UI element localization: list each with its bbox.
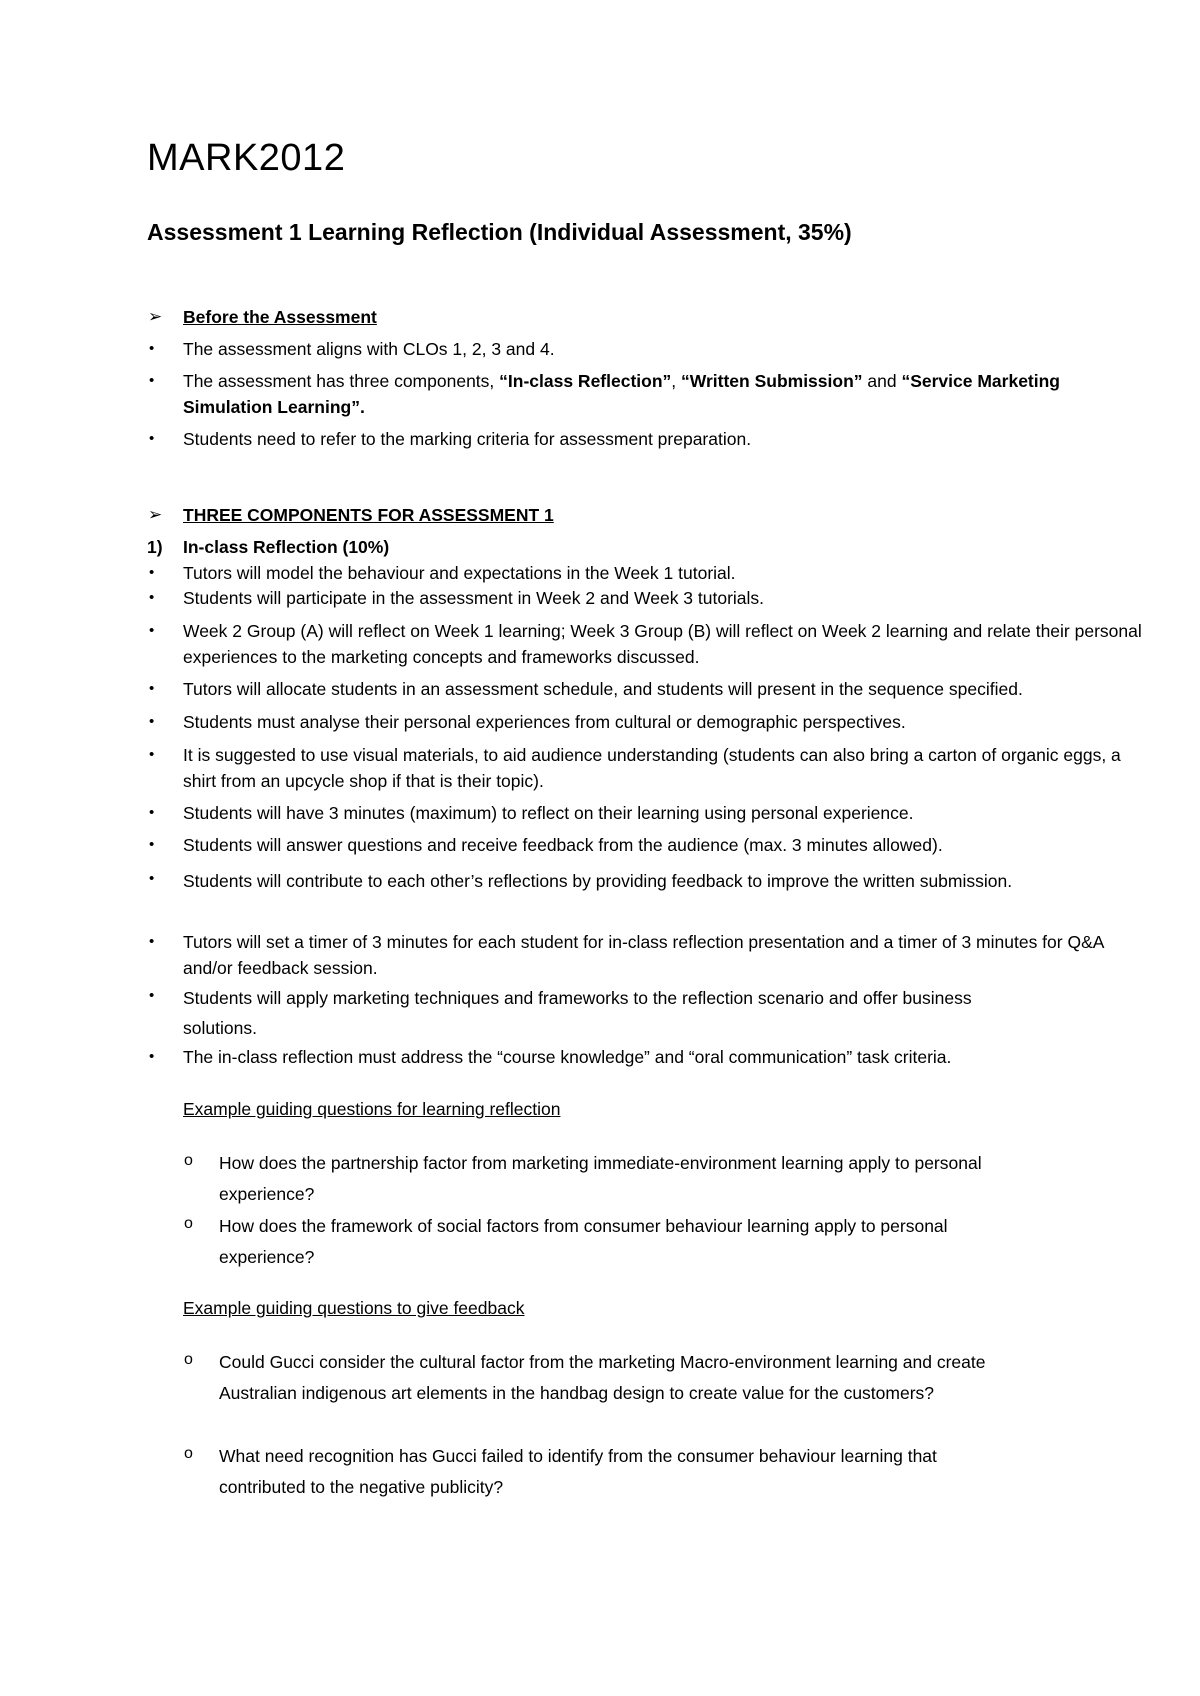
feedback-questions-heading: Example guiding questions to give feedback [183,1298,525,1318]
separator-comma: , [671,371,682,391]
bullet-icon: • [149,589,155,606]
component-in-class-reflection: “In-class Reflection” [499,371,672,391]
bullet-icon: • [149,836,155,853]
component-simulation-learning: “Service Marketing Simulation Learning” [183,371,1060,417]
bullet-icon: • [149,870,155,887]
bullet-icon: • [149,746,155,763]
clo-alignment-text: The assessment aligns with CLOs 1, 2, 3 and 4. [183,339,555,359]
list-item: Students will apply marketing techniques and frameworks to the reflection scenario and offer business solutions. [183,988,972,1038]
reflection-questions-heading: Example guiding questions for learning reflection [183,1099,561,1119]
list-item: How does the partnership factor from marketing immediate-environment learning apply to personal experience? [219,1153,982,1204]
bullet-icon: • [149,713,155,730]
bullet-icon: • [149,372,155,389]
list-item: Students must analyse their personal experiences from cultural or demographic perspectives. [183,712,906,732]
list-item: What need recognition has Gucci failed to identify from the consumer behaviour learning that contributed to the negative publicity? [219,1446,937,1497]
list-item: Students will contribute to each other’s reflections by providing feedback to improve the written submission. [183,871,1013,891]
bullet-icon: • [149,680,155,697]
circle-bullet-icon: o [184,1215,193,1232]
component-written-submission: “Written Submission” [681,371,863,391]
bullet-icon: • [149,430,155,447]
document-subtitle: Assessment 1 Learning Reflection (Individual Assessment, 35%) [147,219,852,245]
bullet-icon: • [149,1048,155,1065]
list-item: It is suggested to use visual materials, to aid audience understanding (students can also bring a carton of organic eggs, a shirt from an upcycle shop if that is their topic). [183,745,1121,791]
separator-and: and [862,371,902,391]
components-list-text [183,368,1143,420]
bullet-icon: • [149,564,155,581]
component-number: 1) [147,537,163,557]
document-title: MARK2012 [147,137,346,179]
list-item: Tutors will model the behaviour and expectations in the Week 1 tutorial. [183,563,736,583]
marking-criteria-text: Students need to refer to the marking criteria for assessment preparation. [183,429,752,449]
before-assessment-heading: Before the Assessment [183,307,377,327]
components-intro: The assessment has three components, [183,371,500,391]
circle-bullet-icon: o [184,1152,193,1169]
list-item: Week 2 Group (A) will reflect on Week 1 learning; Week 3 Group (B) will reflect on Week 2 learning and relate their personal experiences to the marketing concepts and frameworks discussed. [183,621,1142,667]
bullet-icon: • [149,804,155,821]
list-item: Students will have 3 minutes (maximum) to reflect on their learning using personal experience. [183,803,914,823]
list-item: Students will answer questions and receive feedback from the audience (max. 3 minutes allowed). [183,835,943,855]
sentence-period: . [359,397,365,417]
list-item: Students will participate in the assessment in Week 2 and Week 3 tutorials. [183,588,765,608]
circle-bullet-icon: o [184,1445,193,1462]
bullet-icon: • [149,987,155,1004]
three-components-heading: THREE COMPONENTS FOR ASSESSMENT 1 [183,505,554,525]
in-class-reflection-title: In-class Reflection (10%) [183,537,390,557]
list-item: The in-class reflection must address the “course knowledge” and “oral communication” task criteria. [183,1047,952,1067]
arrow-bullet-icon: ➢ [148,505,163,524]
arrow-bullet-icon: ➢ [148,307,163,326]
list-item: How does the framework of social factors from consumer behaviour learning apply to personal experience? [219,1216,948,1267]
bullet-icon: • [149,340,155,357]
list-item: Tutors will allocate students in an assessment schedule, and students will present in the sequence specified. [183,679,1023,699]
list-item: Could Gucci consider the cultural factor from the marketing Macro-environment learning and create Australian indigenous art elements in the handbag design to create value for the customers? [219,1352,986,1403]
list-item: Tutors will set a timer of 3 minutes for each student for in-class reflection presentation and a timer of 3 minutes for Q&A and/or feedback session. [183,932,1104,978]
bullet-icon: • [149,933,155,950]
bullet-icon: • [149,622,155,639]
circle-bullet-icon: o [184,1351,193,1368]
